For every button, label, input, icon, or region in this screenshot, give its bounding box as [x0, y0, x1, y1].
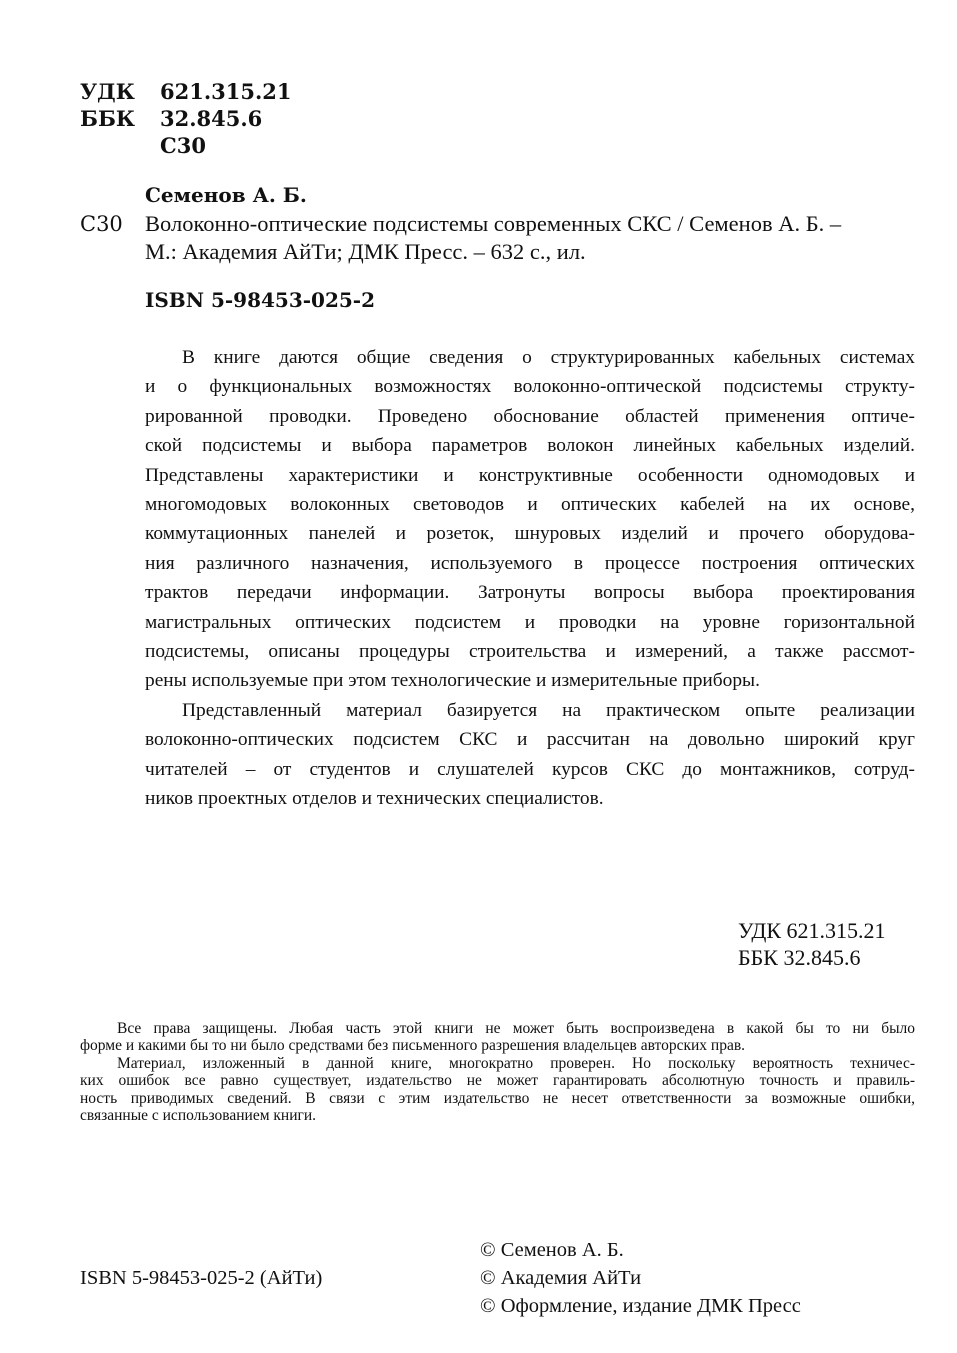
abstract-line: Представленный материал базируется на практическом опыте реализации [182, 700, 915, 721]
abstract-line: ников проектных отделов и технических специалистов. [145, 788, 604, 810]
udk-row [80, 78, 292, 106]
bbk-code: ББК 32.845.6 [738, 945, 861, 970]
abstract-line: читателей – от студентов и слушателей курсов СКС до монтажников, сотруд- [145, 758, 915, 780]
rights-line: Все права защищены. Любая часть этой книги не может быть воспроизведена в какой бы то ни было [117, 1020, 915, 1037]
abstract-line: волоконно-оптических подсистем СКС и рассчитан на довольно широкий круг [145, 729, 915, 751]
copyright-author: © Семенов А. Б. [480, 1239, 624, 1261]
abstract-line: Представлены характеристики и конструктивные особенности одномодовых и [145, 464, 915, 486]
abstract-line: магистральных оптических подсистем и проводки на уровне горизонтальной [145, 611, 915, 633]
udk-code: УДК 621.315.21 [738, 918, 886, 943]
abstract-line: ской подсистемы и выбора параметров волокон линейных кабельных изделий. [145, 435, 915, 457]
rights-line: ких ошибок все равно существует, издательство не может гарантировать абсолютную точность и правиль- [80, 1072, 915, 1090]
rights-notice [80, 1020, 915, 1124]
bbk-label: ББК [80, 106, 135, 131]
rights-line: форме и какими бы то ни было средствами без письменного разрешения владельцев авторских прав. [80, 1037, 746, 1055]
title-line-2: М.: Академия АйТи; ДМК Пресс. – 632 с., ил. [145, 239, 586, 264]
bbk-value: 32.845.6 [160, 106, 263, 131]
abstract-line: ния различного назначения, используемого в процессе построения оптических [145, 552, 915, 574]
title-line-1: Волоконно-оптические подсистемы современных СКС / Семенов А. Б. – [145, 211, 842, 236]
abstract-line: коммутационных панелей и розеток, шнуровых изделий и прочего оборудова- [145, 523, 915, 545]
copyright-publisher: © Оформление, издание ДМК Пресс [480, 1295, 801, 1317]
abstract-line: рированной проводки. Проведено обоснование областей применения оптиче- [145, 405, 915, 427]
footer-isbn: ISBN 5-98453-025-2 (АйТи) [80, 1267, 323, 1289]
rights-line: Материал, изложенный в данной книге, многократно проверен. Но поскольку вероятность техничес- [117, 1054, 915, 1072]
abstract-line: В книге даются общие сведения о структурированных кабельных системах [182, 347, 915, 368]
abstract-line: и о функциональных возможностях волоконно-оптической подсистемы структу- [145, 376, 915, 398]
abstract-paragraph-1 [145, 343, 915, 696]
abstract-line: рены используемые при этом технологические и измерительные приборы. [145, 670, 760, 692]
rights-line: связанные с использованием книги. [80, 1106, 317, 1124]
rights-line: ность приводимых сведений. В связи с этим издательство не несет ответственности за возможные ошибки, [80, 1089, 915, 1107]
record-mark: С30 [80, 212, 123, 236]
udk-label: УДК [80, 79, 135, 104]
copyright-academy: © Академия АйТи [480, 1267, 642, 1289]
udk-value: 621.315.21 [160, 79, 292, 104]
author-mark: С30 [160, 133, 206, 158]
bbk-row [80, 105, 262, 133]
abstract-paragraph-2 [145, 696, 915, 814]
abstract-line: подсистемы, описаны процедуры строительства и измерений, а также рассмот- [145, 640, 915, 662]
author-name: Семенов А. Б. [145, 183, 307, 207]
abstract-line: многомодовых волоконных световодов и оптических кабелей на их основе, [145, 493, 915, 515]
abstract-line: трактов передачи информации. Затронуты вопросы выбора проектирования [145, 582, 915, 604]
isbn-record: ISBN 5-98453-025-2 [145, 288, 376, 312]
